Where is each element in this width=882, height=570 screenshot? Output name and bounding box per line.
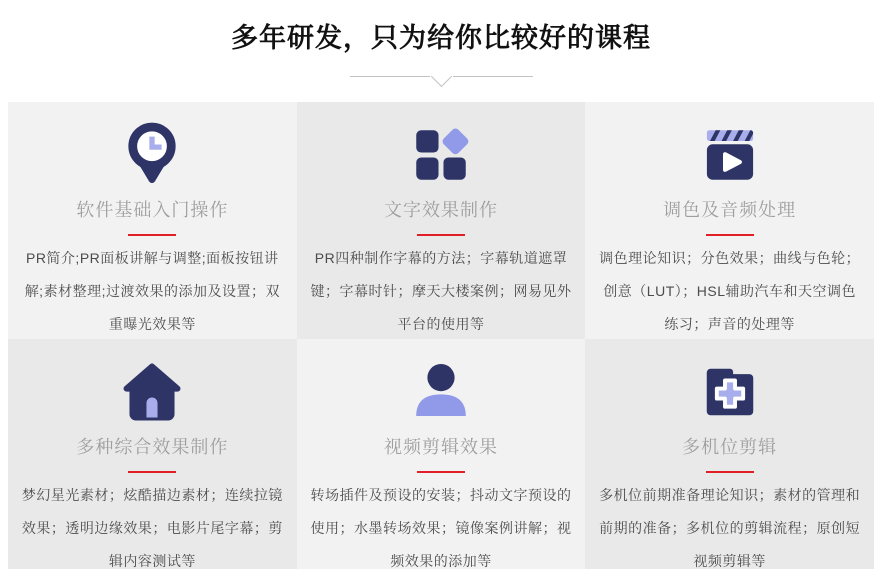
red-divider	[706, 471, 754, 473]
divider-line-left	[350, 76, 430, 77]
chevron-down-icon	[430, 65, 451, 86]
course-grid	[8, 102, 874, 569]
red-divider	[128, 471, 176, 473]
person-icon	[310, 351, 573, 433]
house-icon	[21, 351, 284, 433]
course-card-composite-effects	[8, 339, 297, 569]
course-card-color-audio	[585, 102, 874, 339]
card-description: 转场插件及预设的安装；抖动文字预设的使用；水墨转场效果；镜像案例讲解；视频效果的添加等	[310, 487, 572, 569]
course-card-multicam	[585, 339, 874, 569]
course-card-video-editing	[297, 339, 586, 569]
folder-plus-icon	[598, 351, 861, 433]
card-title: 调色及音频处理	[663, 200, 797, 220]
card-title: 文字效果制作	[383, 200, 498, 220]
title-divider	[0, 66, 882, 86]
red-divider	[128, 234, 176, 236]
red-divider	[706, 234, 754, 236]
red-divider	[417, 471, 465, 473]
card-description: 多机位前期准备理论知识；素材的管理和前期的准备；多机位的剪辑流程；原创短视频剪辑等	[599, 487, 861, 569]
card-title: 软件基础入门操作	[76, 200, 229, 220]
course-card-basics	[8, 102, 297, 339]
card-description: PR简介;PR面板讲解与调整;面板按钮讲解;素材整理;过渡效果的添加及设置；双重曝光效果等	[24, 250, 280, 332]
red-divider	[417, 234, 465, 236]
course-card-text-effects	[297, 102, 586, 339]
section-title: 多年研发，只为给你比较好的课程	[231, 23, 651, 53]
card-title: 多机位剪辑	[682, 437, 778, 457]
card-description: 调色理论知识；分色效果；曲线与色轮；创意（LUT）；HSL辅助汽车和天空调色练习；声音的处理等	[599, 250, 861, 332]
card-description: PR四种制作字幕的方法；字幕轨道遮罩键；字幕时针；摩天大楼案例；网易见外平台的使用等	[310, 250, 572, 332]
card-description: 梦幻星光素材；炫酷描边素材；连续拉镜效果；透明边缘效果；电影片尾字幕；剪辑内容测试等	[21, 487, 283, 569]
divider-line-right	[453, 76, 533, 77]
text-blocks-icon	[310, 114, 573, 196]
clapperboard-play-icon	[598, 114, 861, 196]
card-title: 多种综合效果制作	[76, 437, 229, 457]
pin-clock-icon	[21, 114, 284, 196]
card-title: 视频剪辑效果	[383, 437, 498, 457]
